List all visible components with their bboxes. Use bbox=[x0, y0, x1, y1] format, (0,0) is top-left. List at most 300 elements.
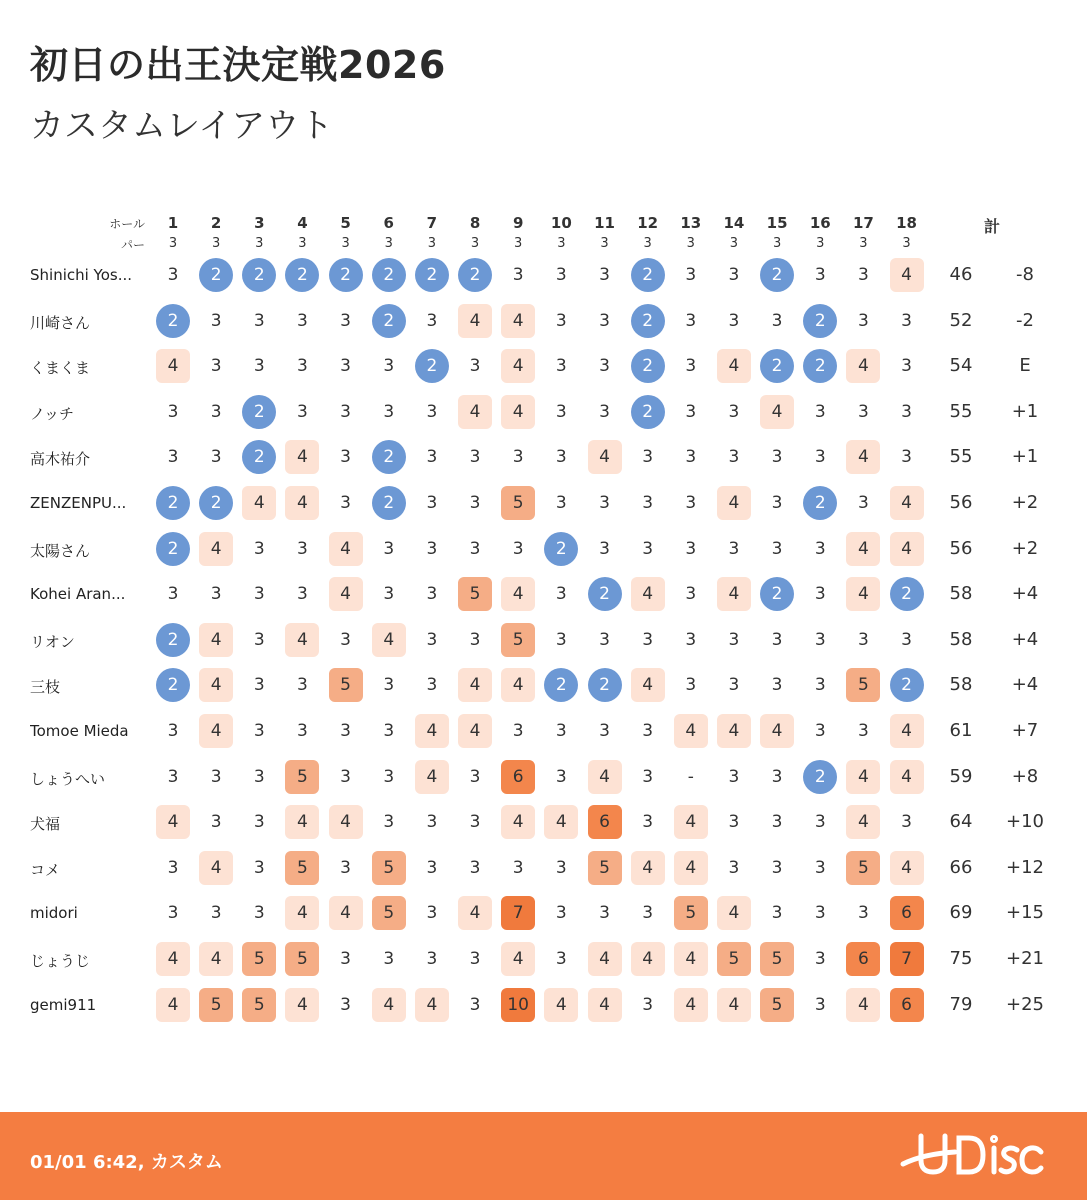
score-cell: 2 bbox=[544, 668, 578, 702]
score-cell: 4 bbox=[285, 440, 319, 474]
score-cell: 4 bbox=[846, 532, 880, 566]
score-cell: 2 bbox=[156, 532, 190, 566]
score-cell: 3 bbox=[728, 766, 740, 787]
score-cell: 3 bbox=[685, 538, 697, 559]
score-cell: 3 bbox=[469, 949, 481, 969]
score-cell: 3 bbox=[340, 356, 351, 377]
score-cell: 3 bbox=[599, 401, 610, 422]
player-total: 52 bbox=[949, 309, 973, 331]
score-cell: 3 bbox=[253, 538, 265, 559]
score-cell: 4 bbox=[717, 988, 751, 1022]
score-cell: 2 bbox=[242, 440, 276, 474]
score-cell: 5 bbox=[242, 942, 276, 976]
score-cell: 5 bbox=[285, 942, 319, 976]
score-cell: 3 bbox=[642, 994, 654, 1015]
score-cell: 2 bbox=[760, 577, 794, 611]
player-total: 58 bbox=[949, 628, 973, 650]
score-cell: 4 bbox=[199, 668, 233, 702]
score-cell: 3 bbox=[167, 766, 179, 787]
score-cell: 3 bbox=[771, 675, 783, 696]
hole-number: 9 bbox=[512, 214, 524, 232]
player-relative-score: +8 bbox=[1011, 765, 1039, 787]
score-cell: 4 bbox=[890, 760, 924, 794]
player-relative-score: -8 bbox=[1016, 264, 1034, 285]
score-cell: 5 bbox=[501, 623, 535, 657]
score-cell: 3 bbox=[685, 629, 697, 650]
player-total: 69 bbox=[949, 902, 973, 924]
score-cell: 3 bbox=[771, 903, 783, 924]
score-cell: 4 bbox=[199, 623, 233, 657]
score-cell: 5 bbox=[760, 942, 794, 976]
par-value: 3 bbox=[859, 236, 868, 251]
score-cell: 3 bbox=[469, 493, 481, 513]
score-cell: 4 bbox=[890, 851, 924, 885]
score-cell: 3 bbox=[685, 447, 697, 468]
footer-timestamp: 01/01 6:42, カスタム bbox=[30, 1152, 223, 1173]
score-cell: 5 bbox=[372, 896, 406, 930]
score-cell: 3 bbox=[469, 766, 481, 787]
score-cell: 4 bbox=[285, 805, 319, 839]
score-cell: 3 bbox=[426, 857, 438, 878]
page-title: 初日の出王決定戦2026 bbox=[30, 43, 446, 87]
score-cell: 3 bbox=[340, 949, 351, 969]
par-value: 3 bbox=[600, 236, 609, 251]
score-cell: 3 bbox=[555, 584, 567, 605]
score-cell: 4 bbox=[846, 988, 880, 1022]
player-relative-score: +1 bbox=[1011, 400, 1039, 422]
score-cell: 5 bbox=[199, 988, 233, 1022]
player-relative-score: +4 bbox=[1011, 674, 1039, 696]
player-name: Kohei Aran... bbox=[30, 585, 126, 604]
hole-number: 11 bbox=[594, 214, 615, 232]
score-cell: 3 bbox=[685, 401, 697, 422]
score-cell: 4 bbox=[501, 304, 535, 338]
score-cell: 3 bbox=[771, 766, 783, 787]
score-cell: 5 bbox=[588, 851, 622, 885]
score-cell: 3 bbox=[383, 401, 395, 422]
score-cell: 3 bbox=[555, 401, 567, 422]
score-cell: 3 bbox=[599, 493, 610, 513]
score-cell: 6 bbox=[501, 760, 535, 794]
udisc-logo bbox=[899, 1128, 1059, 1184]
score-cell: 6 bbox=[846, 942, 880, 976]
score-cell: 3 bbox=[512, 857, 524, 878]
hole-number: 14 bbox=[723, 214, 745, 232]
score-cell: 4 bbox=[717, 486, 751, 520]
score-cell: 3 bbox=[340, 857, 351, 878]
score-cell: 4 bbox=[415, 760, 449, 794]
score-cell: 3 bbox=[771, 629, 783, 650]
score-cell: 3 bbox=[599, 310, 610, 331]
score-cell: 3 bbox=[814, 401, 826, 422]
player-total: 58 bbox=[949, 674, 973, 696]
score-cell: 4 bbox=[199, 851, 233, 885]
par-value: 3 bbox=[772, 236, 782, 251]
player-relative-score: +2 bbox=[1011, 537, 1039, 559]
score-cell: 4 bbox=[674, 805, 708, 839]
score-cell: 3 bbox=[901, 812, 912, 833]
score-cell: 2 bbox=[156, 668, 190, 702]
par-value: 3 bbox=[427, 236, 437, 251]
score-cell: 2 bbox=[372, 258, 406, 292]
score-cell: 4 bbox=[846, 577, 880, 611]
score-cell: 4 bbox=[458, 714, 492, 748]
score-cell: 3 bbox=[555, 903, 567, 924]
score-cell: 4 bbox=[890, 486, 924, 520]
score-cell: 4 bbox=[372, 988, 406, 1022]
score-cell: 3 bbox=[297, 584, 308, 605]
score-cell: 3 bbox=[814, 903, 826, 924]
score-cell: 3 bbox=[340, 401, 351, 422]
score-cell: 2 bbox=[199, 258, 233, 292]
par-value: 3 bbox=[168, 236, 178, 251]
score-cell: 3 bbox=[599, 356, 610, 377]
score-cell: 3 bbox=[901, 356, 912, 377]
score-cell: 3 bbox=[297, 675, 308, 696]
player-total: 56 bbox=[949, 537, 973, 559]
score-cell: 4 bbox=[329, 896, 363, 930]
score-cell: 3 bbox=[340, 721, 351, 741]
player-total: 46 bbox=[949, 264, 973, 285]
score-cell: 3 bbox=[340, 629, 351, 650]
score-cell: 3 bbox=[555, 857, 567, 878]
score-cell: 4 bbox=[717, 896, 751, 930]
player-relative-score: +10 bbox=[1006, 811, 1044, 833]
score-cell: 4 bbox=[717, 714, 751, 748]
player-relative-score: +12 bbox=[1006, 856, 1044, 878]
score-cell: 3 bbox=[814, 721, 826, 741]
score-cell: 3 bbox=[512, 265, 524, 285]
score-cell: 5 bbox=[760, 988, 794, 1022]
score-cell: 3 bbox=[642, 447, 654, 468]
score-cell: 3 bbox=[771, 812, 783, 833]
score-cell: 3 bbox=[599, 538, 610, 559]
score-cell: 6 bbox=[890, 988, 924, 1022]
score-cell: 3 bbox=[426, 584, 438, 605]
score-cell: 3 bbox=[555, 721, 567, 741]
score-cell: 2 bbox=[588, 577, 622, 611]
player-total: 75 bbox=[949, 948, 973, 969]
score-cell: 4 bbox=[156, 805, 190, 839]
score-cell: 6 bbox=[890, 896, 924, 930]
score-cell: 4 bbox=[501, 668, 535, 702]
score-cell: 4 bbox=[674, 851, 708, 885]
score-cell: 2 bbox=[372, 486, 406, 520]
score-cell: 10 bbox=[501, 988, 535, 1022]
par-value: 3 bbox=[643, 236, 652, 251]
player-relative-score: +4 bbox=[1011, 583, 1039, 605]
score-cell: 4 bbox=[458, 668, 492, 702]
hole-number: 10 bbox=[550, 214, 572, 232]
par-value: 3 bbox=[816, 236, 825, 251]
player-relative-score: E bbox=[1019, 355, 1031, 377]
player-name: 太陽さん bbox=[30, 541, 91, 560]
score-cell: 3 bbox=[469, 629, 481, 650]
score-cell: 3 bbox=[599, 629, 610, 650]
score-cell: 3 bbox=[426, 903, 438, 924]
score-cell: 3 bbox=[469, 356, 481, 377]
score-cell: 2 bbox=[760, 258, 794, 292]
score-cell: 4 bbox=[285, 896, 319, 930]
player-name: くまくま bbox=[30, 359, 91, 378]
score-cell: 4 bbox=[631, 942, 665, 976]
score-cell: 4 bbox=[199, 532, 233, 566]
score-cell: 3 bbox=[340, 493, 351, 513]
player-name: じょうじ bbox=[30, 952, 91, 970]
player-total: 58 bbox=[949, 583, 973, 605]
score-cell: 3 bbox=[469, 447, 481, 468]
score-cell: 2 bbox=[199, 486, 233, 520]
par-value: 3 bbox=[557, 236, 566, 251]
score-cell: 3 bbox=[167, 265, 179, 285]
score-cell: 2 bbox=[156, 304, 190, 338]
score-cell: 4 bbox=[501, 349, 535, 383]
hole-number: 3 bbox=[254, 214, 265, 232]
score-cell: 3 bbox=[253, 766, 265, 787]
score-cell: 3 bbox=[426, 629, 438, 650]
score-cell: 3 bbox=[814, 584, 826, 605]
score-cell: 3 bbox=[857, 629, 869, 650]
score-cell: 3 bbox=[253, 721, 265, 741]
score-cell: 3 bbox=[857, 401, 869, 422]
par-header-label: パー bbox=[120, 238, 145, 252]
score-cell: 3 bbox=[685, 310, 697, 331]
score-cell: 2 bbox=[415, 258, 449, 292]
player-name: Shinichi Yos... bbox=[30, 266, 133, 284]
score-cell: 5 bbox=[285, 760, 319, 794]
score-cell: 3 bbox=[814, 538, 826, 559]
score-cell: 3 bbox=[469, 538, 481, 559]
score-cell: 3 bbox=[426, 447, 438, 468]
score-cell: 3 bbox=[297, 310, 308, 331]
score-cell: 4 bbox=[156, 942, 190, 976]
score-cell: 2 bbox=[156, 623, 190, 657]
score-cell: 2 bbox=[285, 258, 319, 292]
score-cell: 4 bbox=[501, 395, 535, 429]
score-cell: 3 bbox=[728, 310, 740, 331]
score-cell: 3 bbox=[512, 538, 524, 559]
score-cell: 4 bbox=[631, 851, 665, 885]
player-total: 61 bbox=[949, 720, 973, 741]
score-cell: 3 bbox=[685, 493, 697, 513]
score-cell: 3 bbox=[253, 629, 265, 650]
player-name: ノッチ bbox=[30, 404, 74, 423]
par-value: 3 bbox=[514, 236, 523, 251]
score-cell: 5 bbox=[846, 668, 880, 702]
score-cell: 4 bbox=[544, 805, 578, 839]
score-cell: 3 bbox=[253, 903, 265, 924]
score-cell: 3 bbox=[685, 265, 697, 285]
score-cell: 3 bbox=[857, 310, 869, 331]
score-cell: 3 bbox=[210, 584, 222, 605]
player-name: 三枝 bbox=[30, 678, 61, 697]
par-value: 3 bbox=[384, 236, 393, 251]
par-value: 3 bbox=[212, 236, 221, 251]
score-cell: 4 bbox=[588, 942, 622, 976]
score-cell: 3 bbox=[728, 857, 740, 878]
score-cell: 2 bbox=[242, 258, 276, 292]
score-cell: 3 bbox=[771, 493, 783, 513]
score-cell: 4 bbox=[631, 577, 665, 611]
player-name: ZENZENPU... bbox=[30, 494, 127, 512]
score-cell: 3 bbox=[685, 584, 697, 605]
score-cell: 3 bbox=[555, 356, 567, 377]
player-relative-score: +2 bbox=[1011, 492, 1039, 513]
score-cell: 4 bbox=[674, 714, 708, 748]
score-cell: 3 bbox=[728, 538, 740, 559]
par-value: 3 bbox=[298, 236, 307, 251]
score-cell: 3 bbox=[642, 903, 654, 924]
score-cell: 3 bbox=[297, 356, 308, 377]
score-cell: 4 bbox=[846, 349, 880, 383]
score-cell: 3 bbox=[901, 401, 912, 422]
score-cell: 4 bbox=[156, 349, 190, 383]
score-cell: 3 bbox=[857, 493, 869, 513]
player-total: 64 bbox=[949, 811, 973, 833]
score-cell: 3 bbox=[728, 675, 740, 696]
score-cell: 3 bbox=[555, 310, 567, 331]
score-cell: 3 bbox=[426, 949, 438, 969]
score-cell: 3 bbox=[857, 903, 869, 924]
score-cell: 3 bbox=[599, 721, 610, 741]
score-cell: 3 bbox=[728, 812, 740, 833]
score-cell: 3 bbox=[901, 629, 912, 650]
score-cell: 3 bbox=[253, 310, 265, 331]
score-cell: 3 bbox=[685, 356, 697, 377]
score-cell: 4 bbox=[458, 896, 492, 930]
score-cell: 4 bbox=[285, 988, 319, 1022]
score-cell: 4 bbox=[631, 668, 665, 702]
hole-number: 8 bbox=[469, 214, 481, 232]
score-cell: 4 bbox=[717, 349, 751, 383]
score-cell: 4 bbox=[329, 532, 363, 566]
player-relative-score: +21 bbox=[1006, 948, 1044, 969]
score-cell: 3 bbox=[210, 447, 222, 468]
total-header-label: 計 bbox=[983, 217, 1000, 236]
score-cell: 3 bbox=[642, 629, 654, 650]
score-cell: 2 bbox=[242, 395, 276, 429]
score-cell: 3 bbox=[814, 675, 826, 696]
score-cell: 3 bbox=[771, 538, 783, 559]
score-cell: 3 bbox=[383, 721, 395, 741]
hole-number: 15 bbox=[766, 214, 788, 232]
player-total: 54 bbox=[949, 355, 973, 377]
score-cell: 2 bbox=[631, 349, 665, 383]
score-cell: 3 bbox=[297, 401, 308, 422]
score-cell: 4 bbox=[285, 486, 319, 520]
score-cell: 4 bbox=[285, 623, 319, 657]
player-name: Tomoe Mieda bbox=[30, 722, 129, 740]
player-relative-score: +7 bbox=[1011, 720, 1039, 741]
score-cell: 3 bbox=[771, 447, 783, 468]
score-cell: 2 bbox=[631, 258, 665, 292]
score-cell: 4 bbox=[501, 942, 535, 976]
score-cell: 4 bbox=[156, 988, 190, 1022]
score-cell: 3 bbox=[857, 265, 869, 285]
score-cell: 3 bbox=[814, 447, 826, 468]
score-cell: 3 bbox=[469, 812, 481, 833]
score-cell: 3 bbox=[426, 401, 438, 422]
hole-number: 4 bbox=[297, 214, 308, 232]
score-cell: 3 bbox=[642, 493, 654, 513]
par-value: 3 bbox=[341, 236, 350, 251]
score-cell: 3 bbox=[555, 629, 567, 650]
score-cell: 3 bbox=[814, 994, 826, 1015]
player-total: 55 bbox=[949, 400, 973, 422]
footer-bar bbox=[0, 1112, 1087, 1200]
player-name: 川崎さん bbox=[30, 313, 91, 332]
score-cell: 7 bbox=[890, 942, 924, 976]
score-cell: 4 bbox=[329, 805, 363, 839]
player-relative-score: -2 bbox=[1016, 309, 1034, 331]
player-total: 56 bbox=[949, 492, 973, 513]
score-cell: - bbox=[687, 766, 694, 787]
score-cell: 5 bbox=[846, 851, 880, 885]
score-cell: 3 bbox=[857, 721, 869, 741]
score-cell: 4 bbox=[458, 304, 492, 338]
score-cell: 3 bbox=[167, 401, 179, 422]
score-cell: 5 bbox=[329, 668, 363, 702]
score-cell: 3 bbox=[210, 401, 222, 422]
score-cell: 3 bbox=[771, 310, 783, 331]
score-cell: 3 bbox=[210, 356, 222, 377]
score-cell: 3 bbox=[253, 584, 265, 605]
score-cell: 2 bbox=[458, 258, 492, 292]
score-cell: 4 bbox=[717, 577, 751, 611]
score-cell: 3 bbox=[771, 857, 783, 878]
hole-number: 5 bbox=[340, 214, 351, 232]
score-cell: 3 bbox=[901, 447, 912, 468]
score-cell: 3 bbox=[340, 766, 351, 787]
player-name: 犬福 bbox=[30, 815, 61, 834]
score-cell: 3 bbox=[253, 857, 265, 878]
score-cell: 3 bbox=[340, 447, 351, 468]
score-cell: 3 bbox=[555, 447, 567, 468]
score-cell: 5 bbox=[458, 577, 492, 611]
score-cell: 2 bbox=[803, 304, 837, 338]
score-cell: 5 bbox=[372, 851, 406, 885]
score-cell: 3 bbox=[383, 766, 395, 787]
score-cell: 2 bbox=[760, 349, 794, 383]
score-cell: 3 bbox=[383, 584, 395, 605]
score-cell: 3 bbox=[426, 310, 438, 331]
score-cell: 3 bbox=[642, 812, 654, 833]
score-cell: 2 bbox=[156, 486, 190, 520]
score-cell: 3 bbox=[210, 310, 222, 331]
score-cell: 4 bbox=[674, 942, 708, 976]
score-cell: 3 bbox=[555, 265, 567, 285]
player-name: 高木祐介 bbox=[30, 450, 91, 469]
score-cell: 2 bbox=[890, 577, 924, 611]
score-cell: 2 bbox=[329, 258, 363, 292]
score-cell: 3 bbox=[555, 493, 567, 513]
par-value: 3 bbox=[729, 236, 739, 251]
player-total: 59 bbox=[949, 765, 973, 787]
score-cell: 3 bbox=[167, 903, 179, 924]
score-cell: 3 bbox=[253, 356, 265, 377]
score-cell: 4 bbox=[415, 988, 449, 1022]
score-cell: 2 bbox=[803, 760, 837, 794]
score-cell: 4 bbox=[199, 942, 233, 976]
score-cell: 4 bbox=[458, 395, 492, 429]
player-name: midori bbox=[30, 904, 78, 923]
score-cell: 5 bbox=[501, 486, 535, 520]
score-cell: 3 bbox=[685, 675, 697, 696]
score-cell: 3 bbox=[642, 538, 654, 559]
score-cell: 3 bbox=[253, 812, 265, 833]
score-cell: 5 bbox=[674, 896, 708, 930]
score-cell: 3 bbox=[383, 675, 395, 696]
